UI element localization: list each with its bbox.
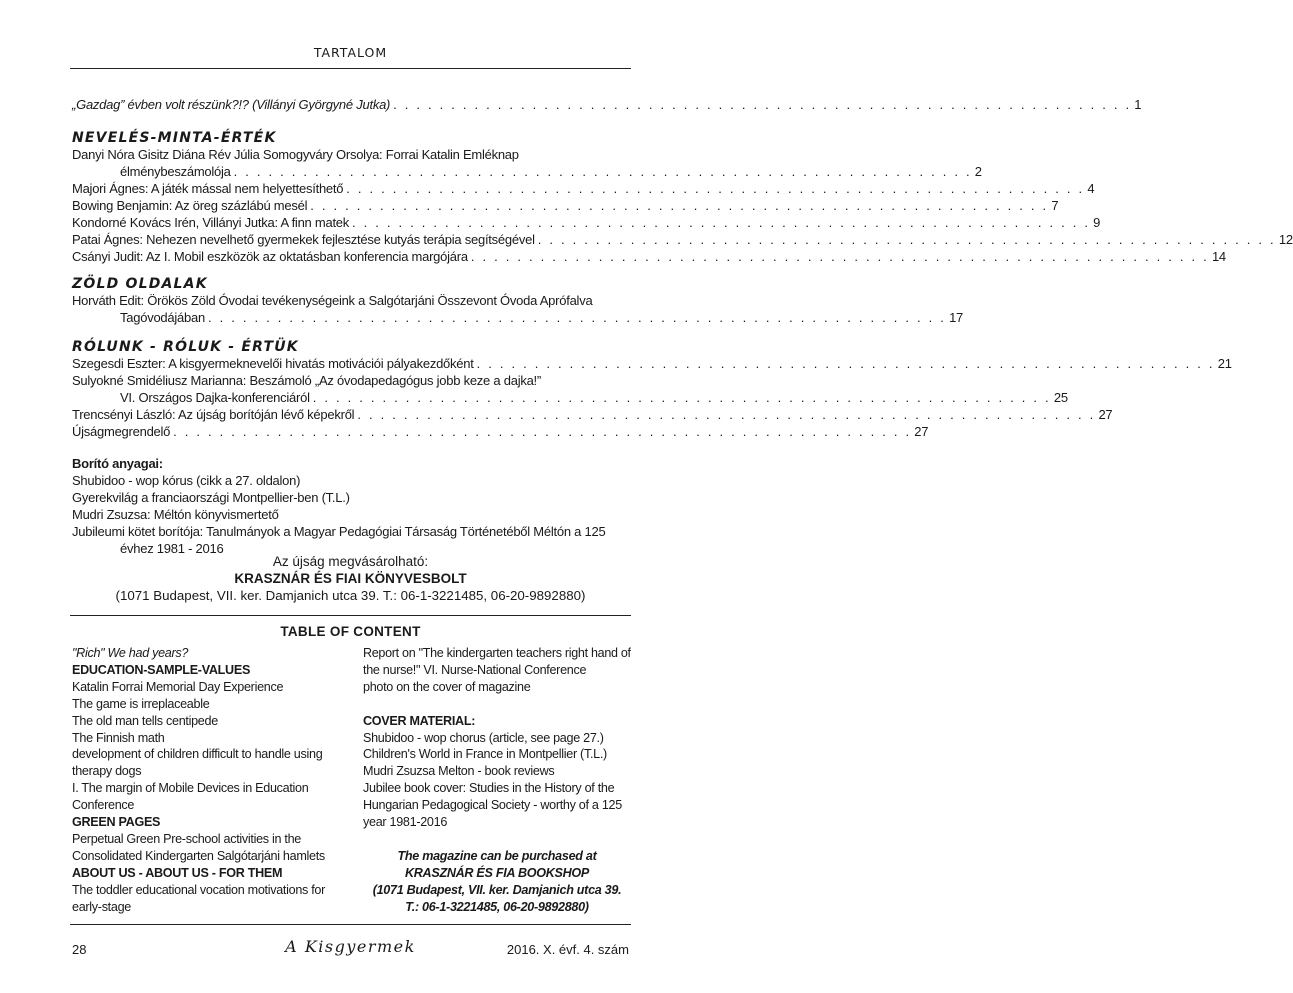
cover-line: Mudri Zsuzsa: Méltón könyvismertető [72,507,279,522]
toc-en-line: photo on the cover of magazine [363,679,531,694]
toc-en-line [72,645,325,662]
purchase-en-line: T.: 06-1-3221485, 06-20-9892880) [405,899,589,914]
toc-en-line: The toddler educational vocation motivations for [72,882,326,897]
purchase-en-line: KRASZNÁR ÉS FIA BOOKSHOP [404,865,590,880]
toc-en-heading: GREEN PAGES [72,815,161,830]
cover-line: Gyerekvilág a franciaországi Montpellier-ben (T.L.) [72,490,350,505]
toc-entry-title: Kondorné Kovács Irén, Villányi Jutka: A finn matek [72,215,350,230]
toc-en-line: Report on "The kindergarten teachers right hand of [363,646,631,660]
toc-entry-page: 27 [1098,407,1113,422]
toc-entry-title: Tagóvodájában [120,310,205,325]
toc-en-heading: ABOUT US - ABOUT US - FOR THEM [72,865,283,880]
toc-entry [72,163,982,181]
toc-entry-page: 17 [949,310,964,325]
page-number: 28 [72,942,87,957]
toc-entry [72,355,1232,373]
toc-en-line: Conference [72,798,135,813]
toc-entry-title: „Gazdag” évben volt részünk?!? (Villányi Györgyné Jutka) [72,97,391,112]
toc-entry-title: Csányi Judit: Az I. Mobil eszközök az oktatásban konferencia margójára [72,249,468,264]
toc-entry [72,197,1059,215]
toc-entry-title: Trencsényi László: Az újság borítóján lévő képekről [72,407,355,422]
purchase-line: Az újság megvásárolható: [272,554,429,569]
toc-en-heading: EDUCATION-SAMPLE-VALUES [72,662,251,677]
toc-entry-page: 2 [974,164,982,179]
toc-entry-line1: Sulyokné Smidéliusz Marianna: Beszámoló „Az óvodapedagógus jobb keze a dajka!” [72,373,542,388]
leader-dots: . . . . . . . . . . . . . . . . . . . . . . . . . . . . . . . . . . . . . . . . . . . . . . . . . . . . . . . . . . . . . . . . [207,310,947,325]
cover-line: Shubidoo - wop kórus (cikk a 27. oldalon) [72,473,301,488]
section-heading-neveles: NEVELÉS-MINTA-ÉRTÉK [72,130,277,146]
leader-dots: . . . . . . . . . . . . . . . . . . . . . . . . . . . . . . . . . . . . . . . . . . . . . . . . . . . . . . . . . . . . . . . . [476,356,1215,371]
toc-en-line: The old man tells centipede [72,713,218,728]
toc-en-line: Consolidated Kindergarten Salgótarjáni hamlets [72,848,325,863]
toc-entry-title: Majori Ágnes: A játék mással nem helyettesíthető [72,181,344,196]
leader-dots: . . . . . . . . . . . . . . . . . . . . . . . . . . . . . . . . . . . . . . . . . . . . . . . . . . . . . . . . . . . . . . . . [357,407,1096,422]
toc-en-line: year 1981-2016 [363,815,448,830]
section-rule [70,615,631,616]
toc-entry [72,248,1226,266]
toc-entry-page: 4 [1087,181,1095,196]
toc-en-heading: COVER MATERIAL: [363,713,476,728]
toc-en-title: TABLE OF CONTENT [280,624,421,639]
bookshop-name: KRASZNÁR ÉS FIAI KÖNYVESBOLT [234,571,467,586]
toc-entry-page: 27 [914,424,929,439]
toc-entry [72,180,1095,198]
toc-en-line: The Finnish math [72,730,165,745]
toc-entry [72,231,1293,249]
cover-line: Jubileumi kötet borítója: Tanulmányok a Magyar Pedagógiai Társaság Történetéből Méltón a 125 [72,524,606,539]
magazine-logo: A Kisgyermek [285,937,416,956]
toc-entry [72,389,1068,407]
toc-entry-line1: Danyi Nóra Gisitz Diána Rév Júlia Somogyváry Orsolya: Forrai Katalin Emléknap [72,147,519,162]
leader-dots: . . . . . . . . . . . . . . . . . . . . . . . . . . . . . . . . . . . . . . . . . . . . . . . . . . . . . . . . . . . . . . . . [312,390,1051,405]
leader-dots: . . . . . . . . . . . . . . . . . . . . . . . . . . . . . . . . . . . . . . . . . . . . . . . . . . . . . . . . . . . . . . . . [393,97,1132,112]
section-heading-rolunk: RÓLUNK - RÓLUK - ÉRTÜK [72,339,299,355]
leader-dots: . . . . . . . . . . . . . . . . . . . . . . . . . . . . . . . . . . . . . . . . . . . . . . . . . . . . . . . . . . . . . . . . [346,181,1085,196]
cover-heading: Borító anyagai: [72,456,163,471]
toc-en-line: the nurse!" VI. Nurse-National Conference [363,662,587,677]
toc-entry [72,214,1101,232]
toc-entry-title: Szegesdi Eszter: A kisgyermeknevelői hivatás motivációi pályakezdőként [72,356,474,371]
leader-dots: . . . . . . . . . . . . . . . . . . . . . . . . . . . . . . . . . . . . . . . . . . . . . . . . . . . . . . . . . . . . . . . . [233,164,972,179]
header-title: TARTALOM [313,45,388,60]
toc-entry-intro [72,96,1142,114]
spacer [363,831,631,848]
issue-info: 2016. X. évf. 4. szám [506,942,629,957]
bookshop-address: (1071 Budapest, VII. ker. Damjanich utca 39. T.: 06-1-3221485, 06-20-9892880) [115,588,586,603]
cover-materials-hu [72,455,605,557]
toc-en-left-column [72,645,325,916]
toc-entry-page: 9 [1093,215,1101,230]
leader-dots: . . . . . . . . . . . . . . . . . . . . . . . . . . . . . . . . . . . . . . . . . . . . . . . . . . . . . . . . . . . . . . . . [173,424,912,439]
leader-dots: . . . . . . . . . . . . . . . . . . . . . . . . . . . . . . . . . . . . . . . . . . . . . . . . . . . . . . . . . . . . . . . . [537,232,1276,247]
toc-en-line [363,696,631,713]
toc-entry-page: 14 [1211,249,1226,264]
purchase-en-line: (1071 Budapest, VII. ker. Damjanich utca 39. [372,882,622,897]
toc-entry-title: élménybeszámolója [120,164,231,179]
toc-en-line: Mudri Zsuzsa Melton - book reviews [363,764,555,779]
toc-en-line: Children's World in France in Montpellier (T.L.) [363,747,607,762]
toc-en-line: Perpetual Green Pre-school activities in the [72,831,302,846]
toc-entry-page: 25 [1053,390,1068,405]
toc-entry-title: VI. Országos Dajka-konferenciáról [120,390,310,405]
toc-entry-title: Újságmegrendelő [72,424,171,439]
toc-entry-page: 12 [1278,232,1293,247]
toc-en-line: early-stage [72,899,131,914]
toc-entry-title: Patai Ágnes: Nehezen nevelhető gyermekek fejlesztése kutyás terápia segítségével [72,232,535,247]
toc-entry-title: Bowing Benjamin: Az öreg százlábú mesél [72,198,308,213]
leader-dots: . . . . . . . . . . . . . . . . . . . . . . . . . . . . . . . . . . . . . . . . . . . . . . . . . . . . . . . . . . . . . . . . [310,198,1049,213]
toc-entry-page: 7 [1051,198,1059,213]
toc-entry-page: 21 [1217,356,1232,371]
toc-entry [72,406,1113,424]
toc-en-line-text: "Rich" We had years? [72,646,189,660]
toc-entry [72,423,929,441]
purchase-en-line: The magazine can be purchased at [397,848,597,863]
toc-en-line: development of children difficult to handle using [72,747,323,762]
toc-en-line: Katalin Forrai Memorial Day Experience [72,679,284,694]
section-heading-zold: ZÖLD OLDALAK [72,276,208,292]
leader-dots: . . . . . . . . . . . . . . . . . . . . . . . . . . . . . . . . . . . . . . . . . . . . . . . . . . . . . . . . . . . . . . . . [470,249,1209,264]
toc-en-line: therapy dogs [72,764,142,779]
toc-entry-line1: Horváth Edit: Örökös Zöld Óvodai tevékenységeink a Salgótarjáni Összevont Óvoda Aprófalva [72,293,593,308]
purchase-info-hu [0,553,701,604]
toc-en-line: Shubidoo - wop chorus (article, see page 27.) [363,730,604,745]
toc-en-line: The game is irreplaceable [72,696,210,711]
leader-dots: . . . . . . . . . . . . . . . . . . . . . . . . . . . . . . . . . . . . . . . . . . . . . . . . . . . . . . . . . . . . . . . . [352,215,1091,230]
toc-en-right-column [363,645,631,915]
header-rule [70,68,631,69]
toc-en-line: Jubilee book cover: Studies in the History of the [363,781,615,796]
cover-line: évhez 1981 - 2016 [120,541,224,556]
footer-rule [70,924,631,925]
toc-entry-page: 1 [1134,97,1142,112]
toc-en-line: Hungarian Pedagogical Society - worthy of a 125 [363,798,622,813]
toc-en-line: I. The margin of Mobile Devices in Education [72,781,309,796]
toc-entry [72,309,964,327]
